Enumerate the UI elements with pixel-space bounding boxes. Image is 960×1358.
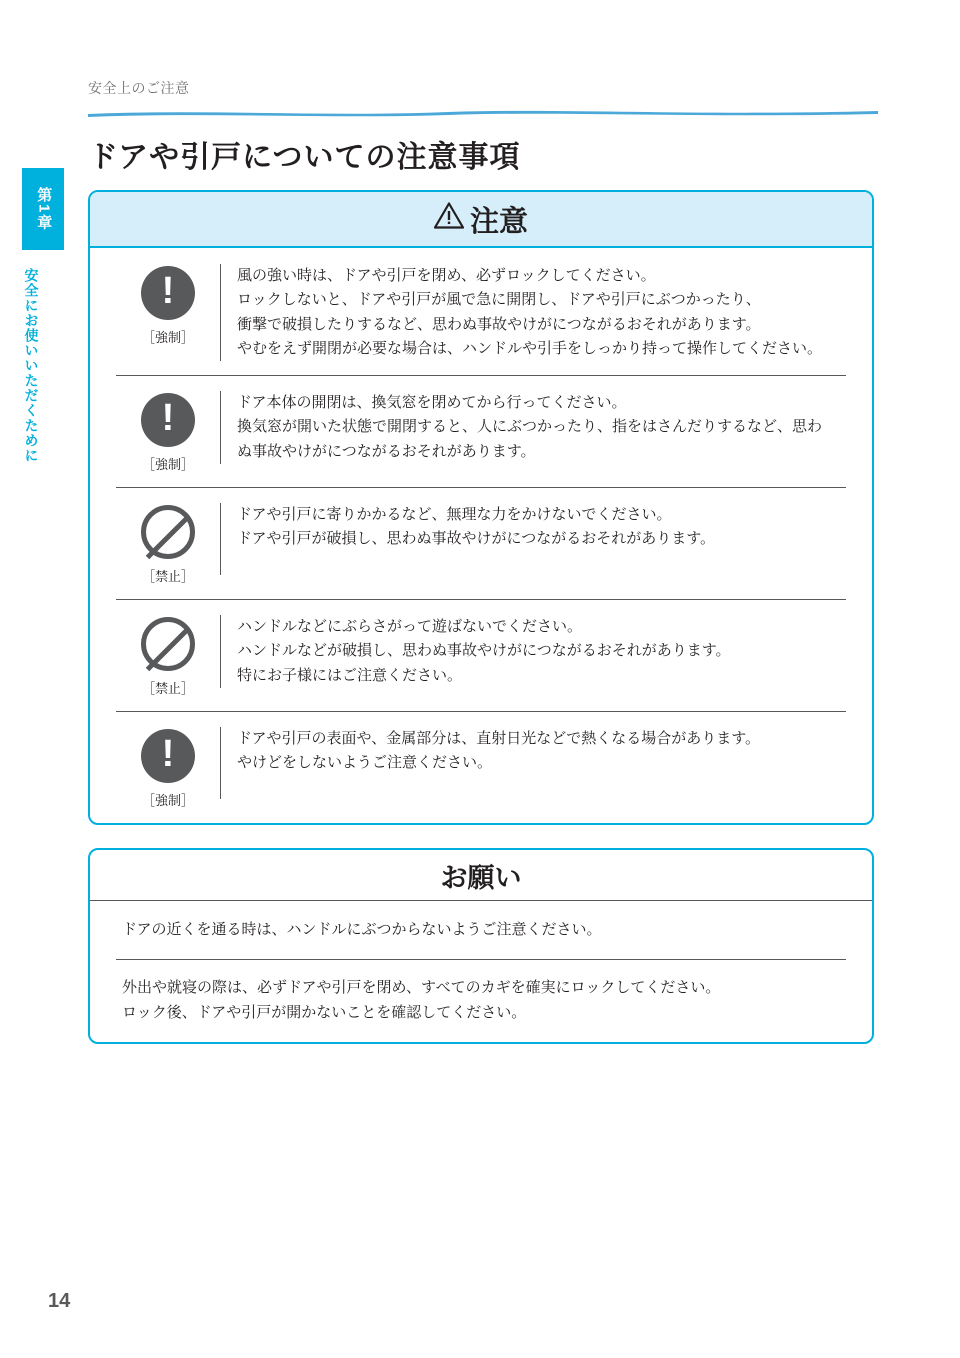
- warning-triangle-icon: [434, 202, 464, 237]
- caution-row-icon-cell: [116, 264, 220, 346]
- caution-row: [90, 248, 872, 375]
- caution-text-line: ドアや引戸が破損し、思わぬ事故やけがにつながるおそれがあります。: [237, 530, 716, 548]
- caution-row: [90, 711, 872, 823]
- chapter-side-label-text: 安全にお使いいただくために: [23, 268, 40, 463]
- icon-caption: ［強制］: [141, 330, 194, 345]
- header-rule-decoration: [88, 108, 878, 118]
- request-text-line: 外出や就寝の際は、必ずドアや引戸を閉め、すべてのカギを確実にロックしてください。: [122, 979, 721, 997]
- page-title: ドアや引戸についての注意事項: [88, 141, 521, 174]
- caution-text-line: やけどをしないようご注意ください。: [237, 754, 493, 772]
- request-heading-text: お願い: [440, 862, 522, 893]
- caution-row-text: [220, 391, 854, 464]
- icon-caption: ［強制］: [141, 793, 194, 809]
- request-text-line: ロック後、ドアや引戸が開かないことを確認してください。: [122, 1003, 527, 1021]
- icon-caption: ［禁止］: [141, 569, 194, 585]
- caution-row: [90, 487, 872, 599]
- caution-row-text: [220, 727, 854, 799]
- caution-text-line: 特にお子様にはご注意ください。: [237, 666, 463, 684]
- request-row: [90, 901, 872, 959]
- mandatory-exclamation-icon: !: [141, 393, 195, 447]
- caution-text-line: ぬ事故やけがにつながるおそれがあります。: [237, 442, 536, 460]
- caution-text-line: 換気窓が開いた状態で開閉すると、人にぶつかったり、指をはさんだりするなど、思わ: [237, 418, 823, 436]
- caution-text-line: 風の強い時は、ドアや引戸を閉め、必ずロックしてください。: [237, 267, 656, 284]
- running-head: 安全上のご注意: [88, 80, 190, 96]
- caution-box-header: [90, 192, 872, 248]
- request-row: [90, 959, 872, 1042]
- caution-row: [90, 599, 872, 711]
- caution-text-line: ドアや引戸に寄りかかるなど、無理な力をかけないでください。: [237, 506, 672, 524]
- icon-caption: ［禁止］: [141, 681, 194, 697]
- prohibition-icon: [141, 505, 195, 559]
- request-text-line: ドアの近くを通る時は、ハンドルにぶつからないようご注意ください。: [122, 921, 602, 938]
- caution-text-line: ドア本体の開閉は、換気窓を閉めてから行ってください。: [237, 394, 627, 412]
- caution-text-line: 衝撃で破損したりするなど、思わぬ事故やけがにつながるおそれがあります。: [237, 315, 761, 333]
- caution-heading-text: 注意: [469, 205, 528, 238]
- request-box-header: [90, 850, 872, 901]
- chapter-tab-label: 第1章: [35, 186, 53, 232]
- request-box: [88, 848, 874, 1044]
- caution-text-line: ロックしないと、ドアや引戸が風で急に開閉し、ドアや引戸にぶつかったり、: [237, 291, 761, 309]
- caution-text-line: ドアや引戸の表面や、金属部分は、直射日光などで熱くなる場合があります。: [237, 730, 761, 748]
- caution-row-icon-cell: [116, 503, 220, 585]
- caution-text-line: やむをえず開閉が必要な場合は、ハンドルや引手をしっかり持って操作してください。: [237, 339, 823, 357]
- caution-row-text: [220, 264, 854, 361]
- caution-row: [90, 375, 872, 487]
- chapter-tab: [22, 168, 64, 250]
- caution-row-list: [90, 248, 872, 823]
- caution-text-line: ハンドルなどが破損し、思わぬ事故やけがにつながるおそれがあります。: [237, 642, 731, 660]
- caution-text-line: ハンドルなどにぶらさがって遊ばないでください。: [237, 618, 583, 636]
- mandatory-exclamation-icon: !: [141, 729, 195, 783]
- caution-row-text: [220, 615, 854, 688]
- chapter-side-label: [22, 268, 64, 463]
- mandatory-exclamation-icon: !: [141, 266, 195, 320]
- caution-row-icon-cell: [116, 615, 220, 697]
- caution-row-text: [220, 503, 854, 575]
- icon-caption: ［強制］: [141, 457, 194, 473]
- caution-box: [88, 190, 874, 825]
- prohibition-icon: [141, 617, 195, 671]
- caution-row-icon-cell: [116, 391, 220, 473]
- caution-row-icon-cell: [116, 727, 220, 809]
- page-number: 14: [48, 1290, 71, 1312]
